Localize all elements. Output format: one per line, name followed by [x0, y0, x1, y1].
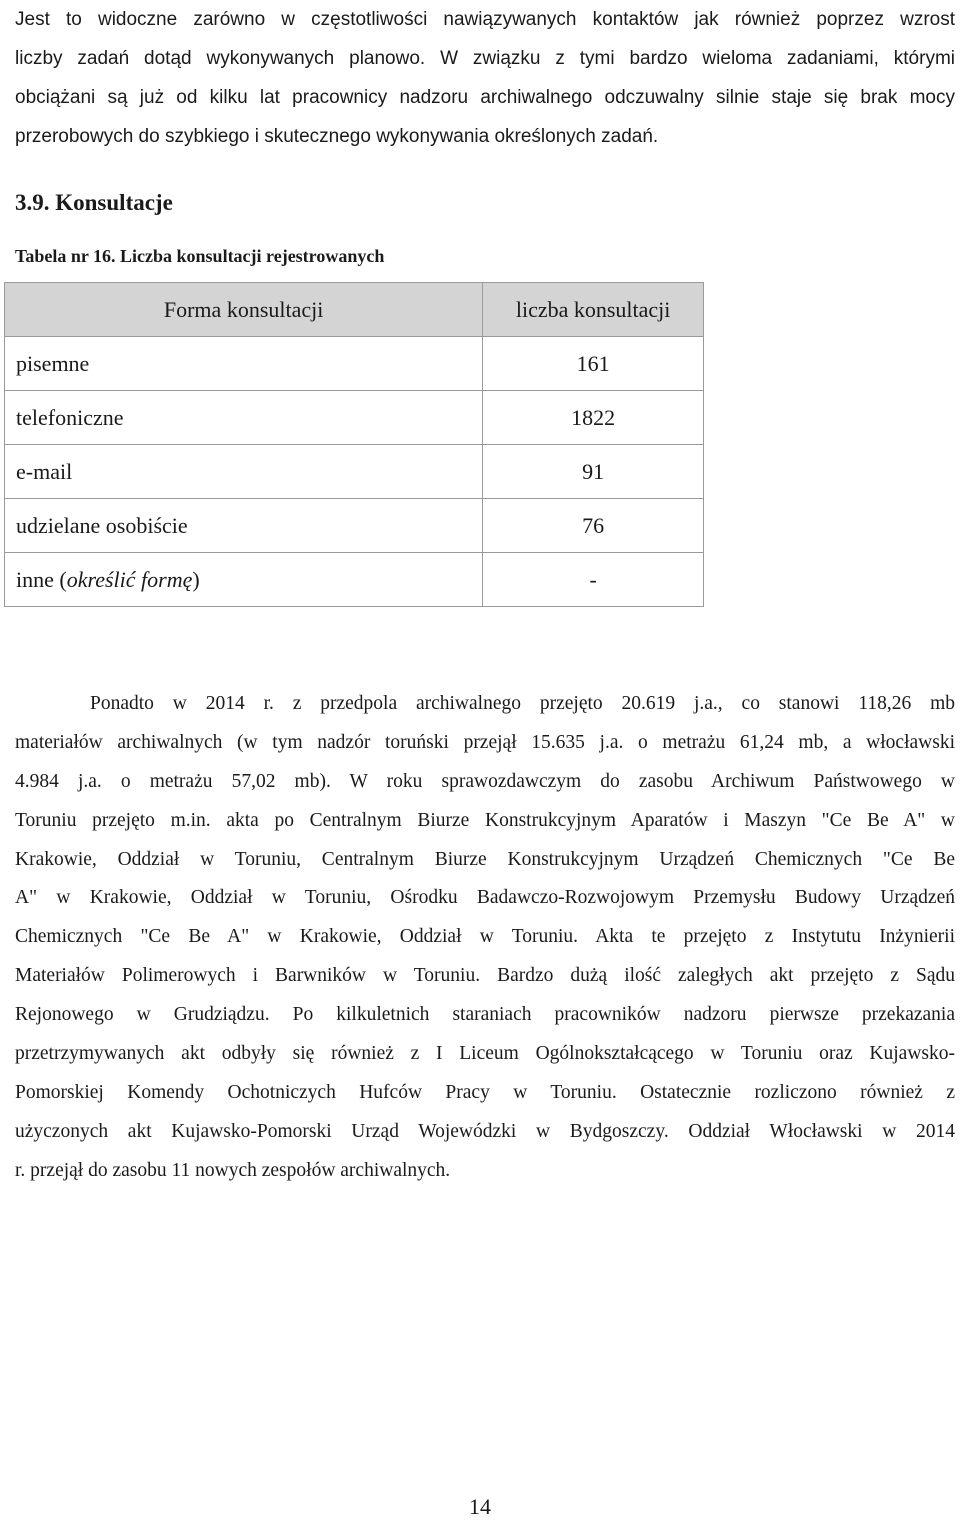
row-form-prefix: inne (	[16, 566, 67, 592]
table-header-row	[5, 283, 704, 337]
body-line: Chemicznych "Ce Be A" w Krakowie, Oddział w Toruniu. Akta te przejęto z Instytutu Inżynierii	[15, 926, 955, 948]
body-line: Pomorskiej Komendy Ochotniczych Hufców Pracy w Toruniu. Ostatecznie rozliczono również z	[15, 1081, 955, 1103]
body-line: użyczonych akt Kujawsko-Pomorski Urząd Wojewódzki w Bydgoszczy. Oddział Włocławski w 2014	[15, 1120, 955, 1142]
header-count: liczba konsultacji	[483, 283, 704, 337]
row-form-italic: określić formę	[66, 566, 193, 592]
row-form: pisemne	[5, 337, 483, 391]
body-line: Rejonowego w Grudziądzu. Po kilkuletnich staraniach pracowników nadzoru pierwsze przekazania	[15, 1004, 955, 1026]
row-count: 76	[483, 499, 704, 553]
row-count: 161	[483, 337, 704, 391]
body-line: przetrzymywanych akt odbyły się również z I Liceum Ogólnokształcącego w Toruniu oraz Kujawsko-	[15, 1043, 955, 1065]
table-row	[5, 337, 704, 391]
row-count: -	[483, 553, 704, 607]
table-caption-lead: Tabela nr 16.	[15, 246, 116, 266]
table-row	[5, 445, 704, 499]
row-form: telefoniczne	[5, 391, 483, 445]
intro-line: przerobowych do szybkiego i skutecznego wykonywania określonych zadań.	[15, 126, 659, 147]
table-row	[5, 553, 704, 607]
row-form-suffix: )	[192, 566, 200, 592]
row-count: 1822	[483, 391, 704, 445]
intro-paragraph	[15, 0, 955, 156]
body-line: r. przejął do zasobu 11 nowych zespołów archiwalnych.	[15, 1159, 451, 1181]
body-line: Materiałów Polimerowych i Barwników w Toruniu. Bardzo dużą ilość zaległych akt przejęto z Sądu	[15, 965, 955, 987]
intro-line: liczby zadań dotąd wykonywanych planowo. W związku z tymi bardzo wieloma zadaniami, którymi	[15, 48, 955, 69]
table-row	[5, 499, 704, 553]
body-line: 4.984 j.a. o metrażu 57,02 mb). W roku sprawozdawczym do zasobu Archiwum Państwowego w	[15, 770, 955, 792]
intro-line: obciążani są już od kilku lat pracownicy nadzoru archiwalnego odczuwalny silnie staje się brak mocy	[15, 87, 955, 108]
intro-line: Jest to widoczne zarówno w częstotliwości nawiązywanych kontaktów jak również poprzez wzrost	[15, 9, 955, 30]
row-form: udzielane osobiście	[5, 499, 483, 553]
header-form: Forma konsultacji	[5, 283, 483, 337]
row-form	[5, 553, 483, 607]
body-line: materiałów archiwalnych (w tym nadzór toruński przejął 15.635 j.a. o metrażu 61,24 mb, a włocławski	[15, 731, 955, 753]
table-caption-text: Liczba konsultacji rejestrowanych	[120, 246, 385, 266]
body-line: Krakowie, Oddział w Toruniu, Centralnym Biurze Konstrukcyjnym Urządzeń Chemicznych "Ce Be	[15, 848, 955, 870]
row-count: 91	[483, 445, 704, 499]
row-form: e-mail	[5, 445, 483, 499]
consultations-table	[4, 282, 704, 607]
body-line: Ponadto w 2014 r. z przedpola archiwalnego przejęto 20.619 j.a., co stanowi 118,26 mb	[90, 693, 955, 714]
table-caption	[15, 246, 384, 267]
body-paragraph	[15, 685, 955, 1191]
body-line: A" w Krakowie, Oddział w Toruniu, Ośrodku Badawczo-Rozwojowym Przemysłu Budowy Urządzeń	[15, 887, 955, 909]
section-heading: 3.9. Konsultacje	[15, 190, 173, 215]
table-row	[5, 391, 704, 445]
page-number: 14	[469, 1494, 491, 1519]
body-line: Toruniu przejęto m.in. akta po Centralnym Biurze Konstrukcyjnym Aparatów i Maszyn "Ce Be A" w	[15, 809, 955, 831]
